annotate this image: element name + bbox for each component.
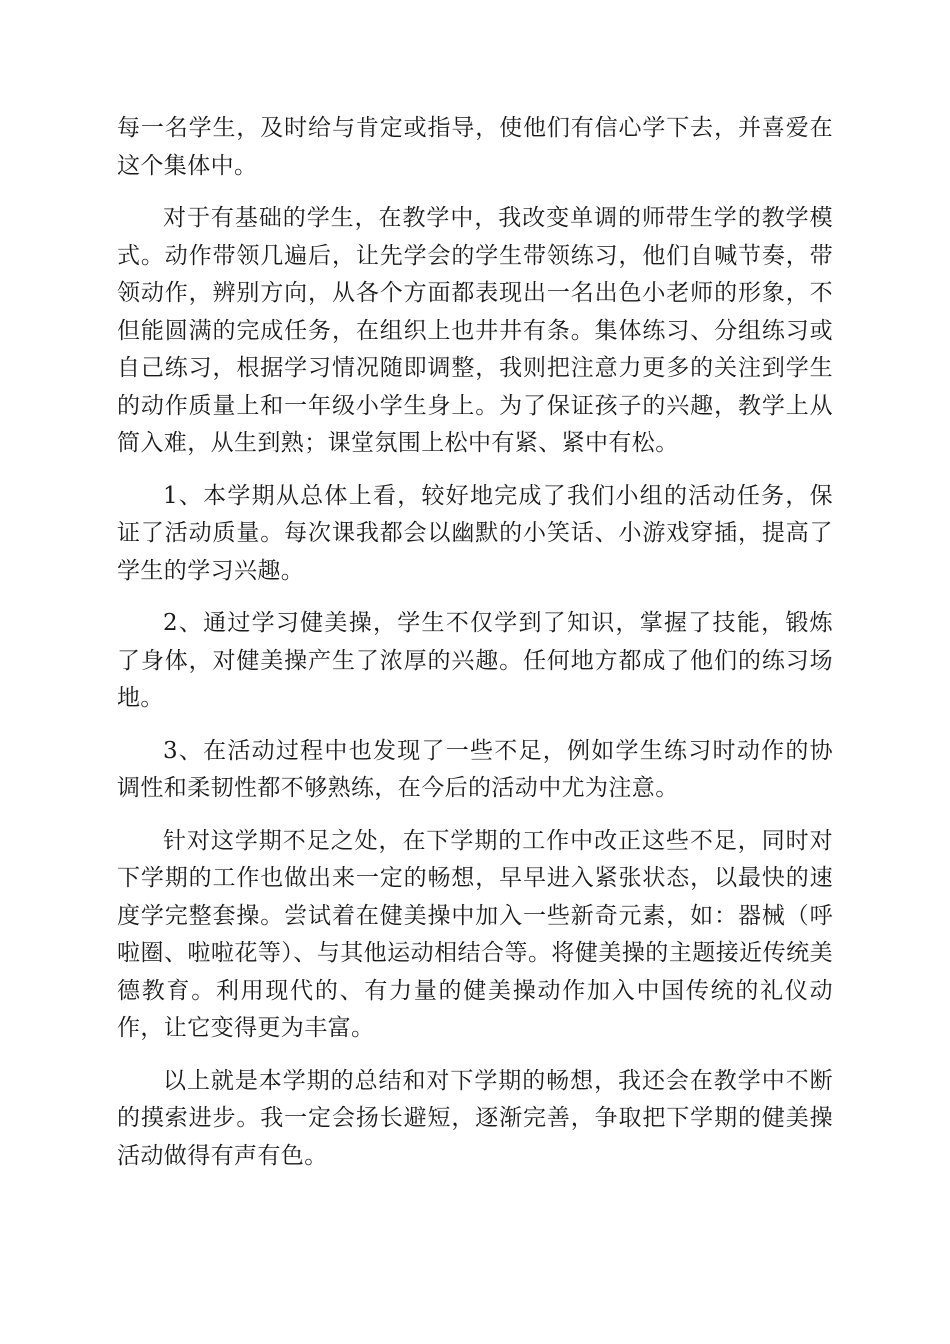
paragraph-teaching-method: 对于有基础的学生，在教学中，我改变单调的师带生学的教学模式。动作带领几遍后，让先学会的学生带领练习，他们自喊节奏，带领动作，辨别方向，从各个方面都表现出一名出色小老师的形象，不但能圆满的完成任务，在组织上也井井有条。集体练习、分组练习或自己练习，根据学习情况随即调整，我则把注意力更多的关注到学生的动作质量上和一年级小学生身上。为了保证孩子的兴趣，教学上从简入难，从生到熟；课堂氛围上松中有紧、紧中有松。 <box>117 205 833 456</box>
paragraph-point-2: 2、通过学习健美操，学生不仅学到了知识，掌握了技能，锻炼了身体，对健美操产生了浓厚的兴趣。任何地方都成了他们的练习场地。 <box>117 610 833 711</box>
paragraph-point-3: 3、在活动过程中也发现了一些不足，例如学生练习时动作的协调性和柔韧性都不够熟练，在今后的活动中尤为注意。 <box>117 737 833 801</box>
paragraph-continuation: 每一名学生，及时给与肯定或指导，使他们有信心学下去，并喜爱在这个集体中。 <box>117 115 833 179</box>
paragraph-next-semester-plan: 针对这学期不足之处，在下学期的工作中改正这些不足，同时对下学期的工作也做出来一定的畅想，早早进入紧张状态，以最快的速度学完整套操。尝试着在健美操中加入一些新奇元素，如：器械（呼啦圈、啦啦花等）、与其他运动相结合等。将健美操的主题接近传统美德教育。利用现代的、有力量的健美操动作加入中国传统的礼仪动作，让它变得更为丰富。 <box>117 827 833 1041</box>
paragraph-conclusion: 以上就是本学期的总结和对下学期的畅想，我还会在教学中不断的摸索进步。我一定会扬长避短，逐渐完善，争取把下学期的健美操活动做得有声有色。 <box>117 1067 833 1169</box>
paragraph-point-1: 1、本学期从总体上看，较好地完成了我们小组的活动任务，保证了活动质量。每次课我都会以幽默的小笑话、小游戏穿插，提高了学生的学习兴趣。 <box>117 482 833 584</box>
document-body <box>117 110 833 1190</box>
